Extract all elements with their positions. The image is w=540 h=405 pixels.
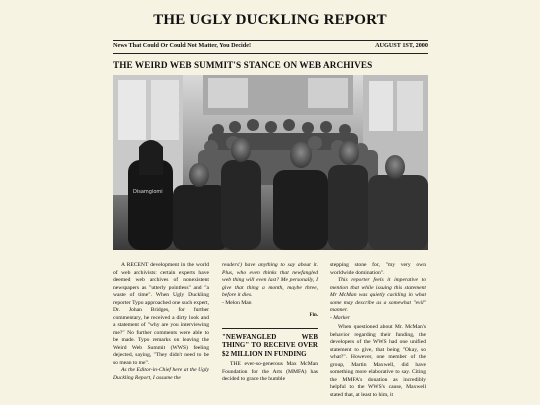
col3-paragraph-1: stepping stone for, "my very own worldwide domination". bbox=[330, 262, 426, 276]
masthead-top-rule bbox=[113, 40, 428, 41]
col3-paragraph-2: When questioned about Mr. McMan's behavior regarding their funding, the developers of the WWS had one unified statement to give, that being "Okay, so what?". However, one member of the group, Martin Maxwell, did have something more elaborative to say. Citing the MMFA's donation as incredibly helpful to the WWS's cause, Maxwell stated that, at least to him, it bbox=[330, 324, 426, 398]
subline bbox=[113, 42, 428, 49]
column-3 bbox=[330, 262, 426, 399]
col2-quote: readers') have anything to say about it. Plus, who even thinks that newfangled web thing will even last? Me personally, I give that thing a month, maybe three, before it dies. bbox=[222, 262, 318, 298]
audience-photo-illustration bbox=[113, 75, 428, 250]
article-photo bbox=[113, 75, 428, 250]
masthead-bottom-rule bbox=[113, 53, 428, 54]
col1-paragraph-2: As the Editor-in-Chief here at the Ugly Duckling Report, I assume the bbox=[113, 367, 209, 381]
col2-signoff: - Melon Man bbox=[222, 299, 252, 306]
col1-paragraph: A RECENT development in the world of web archivists: certain experts have deemed web archives of nonexistent newspapers as "utterly pointless" and "a waste of time". When Ugly Duckling reporter Typo approached one such expert, Dr. Johan Bridges, for further commentary, he received a dirty look and a statement of "why are you interviewing me?" No further comments were able to be made. Typo remarks on leaving the Weird Web Summit (WWS) feeling dejected, saying, "They didn't need to be so mean to me". bbox=[113, 262, 209, 366]
column-2 bbox=[222, 262, 318, 384]
tagline: News That Could Or Could Not Matter, You Decide! bbox=[113, 42, 252, 49]
col3-aside-signature: - Marker bbox=[330, 314, 351, 321]
article-headline: THE WEIRD WEB SUMMIT'S STANCE ON WEB ARCHIVES bbox=[113, 60, 373, 70]
masthead: THE UGLY DUCKLING REPORT bbox=[153, 12, 387, 28]
column-1 bbox=[113, 262, 209, 382]
second-headline: "NEWFANGLED WEB THING" TO RECEIVE OVER $2 MILLION IN FUNDING bbox=[222, 332, 318, 358]
issue-date: AUGUST 1ST, 2000 bbox=[375, 42, 428, 49]
section-divider bbox=[222, 328, 318, 329]
shirt-text: Disamgiomi bbox=[133, 189, 163, 195]
fin-marker: Fin. bbox=[309, 313, 318, 318]
col3-aside: This reporter feels it imperative to mention that while issuing this statement Mr McMan was quietly cackling in what some may describe as a somewhat "evil" manner. bbox=[330, 277, 426, 313]
col2-paragraph: THE ever-so-generous Max McMan Foundation for the Arts (MMFA) has decided to grace the humble bbox=[222, 361, 318, 382]
